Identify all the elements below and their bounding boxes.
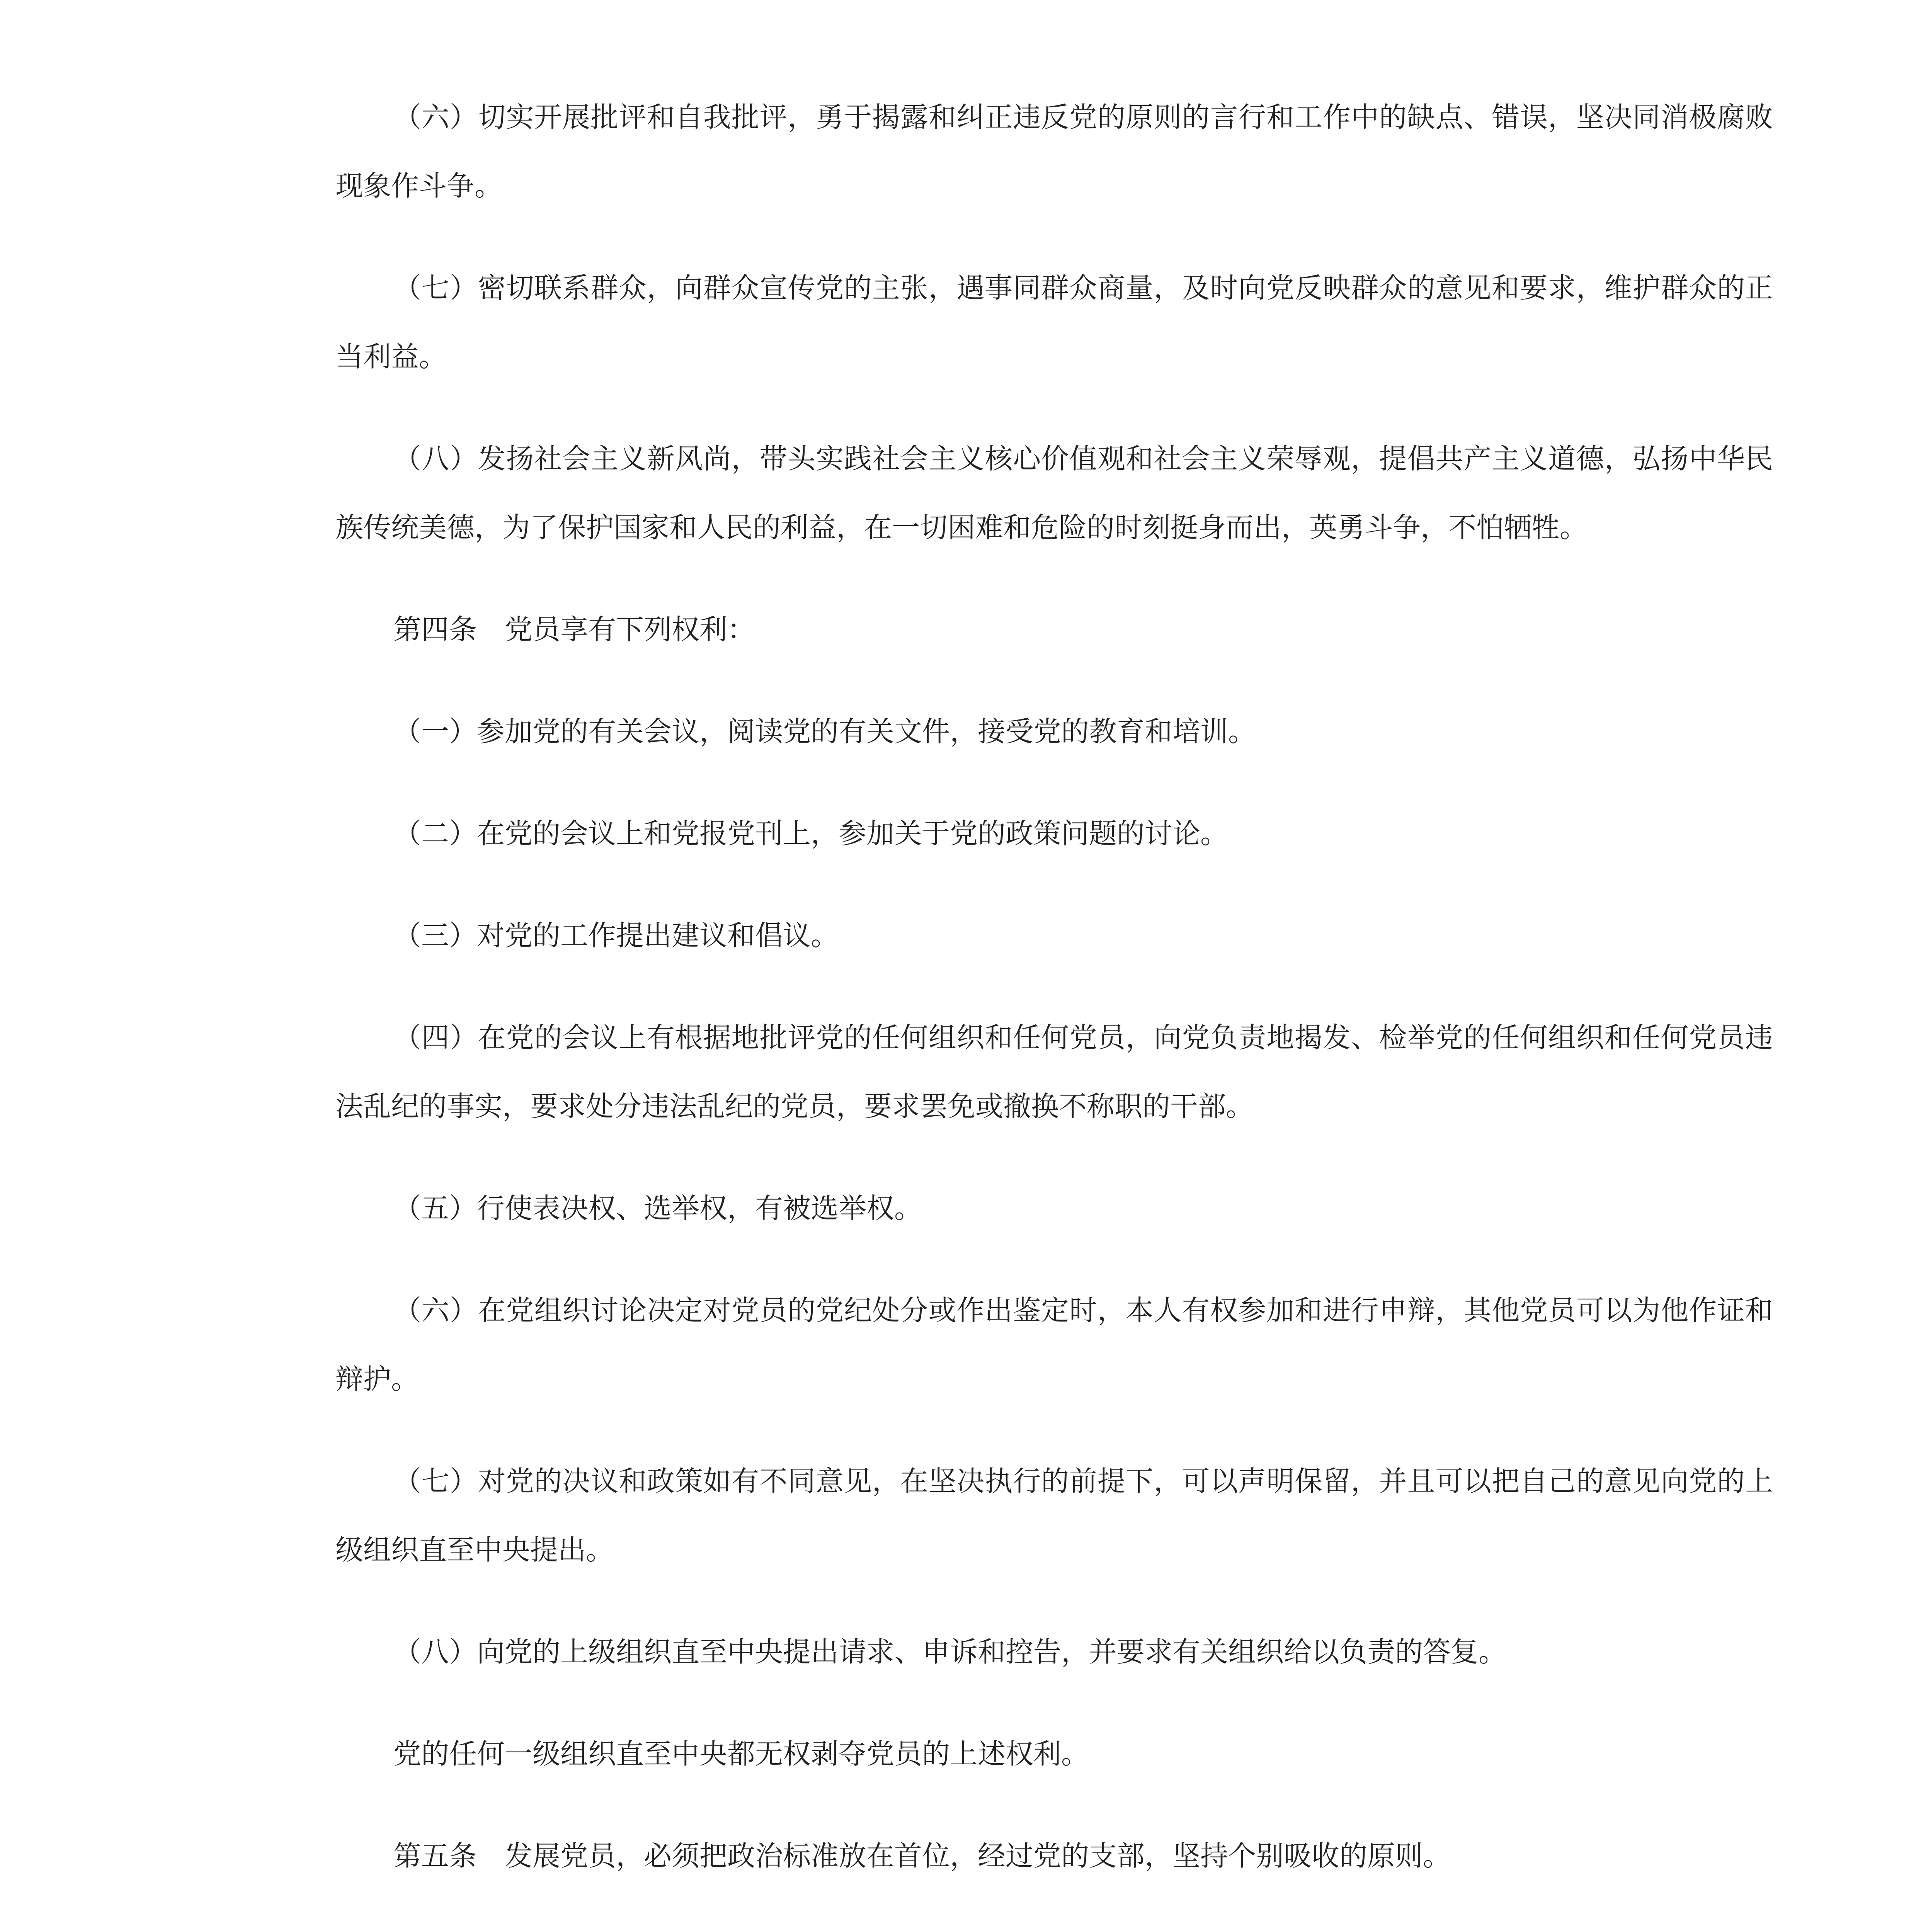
- paragraph: （八）向党的上级组织直至中央提出请求、申诉和控告，并要求有关组织给以负责的答复。: [393, 1636, 1507, 1668]
- paragraph: （六）切实开展批评和自我批评，勇于揭露和纠正违反党的原则的言行和工作中的缺点、错误，坚决同消极腐败现象作斗争。: [335, 101, 1773, 202]
- paragraph: （四）在党的会议上有根据地批评党的任何组织和任何党员，向党负责地揭发、检举党的任何组织和任何党员违法乱纪的事实，要求处分违法乱纪的党员，要求罢免或撤换不称职的干部。: [335, 1021, 1773, 1122]
- paragraph: （七）对党的决议和政策如有不同意见，在坚决执行的前提下，可以声明保留，并且可以把自己的意见向党的上级组织直至中央提出。: [335, 1465, 1773, 1566]
- article-heading: 第四条 党员享有下列权利：: [393, 613, 756, 646]
- paragraph: （六）在党组织讨论决定对党员的党纪处分或作出鉴定时，本人有权参加和进行申辩，其他党员可以为他作证和辩护。: [335, 1294, 1773, 1395]
- paragraph: （二）在党的会议上和党报党刊上，参加关于党的政策问题的讨论。: [393, 817, 1229, 850]
- article-heading: 第五条 发展党员，必须把政治标准放在首位，经过党的支部，坚持个别吸收的原则。: [393, 1840, 1451, 1872]
- paragraph: [335, 1923, 1773, 1932]
- paragraph: 党的任何一级组织直至中央都无权剥夺党员的上述权利。: [393, 1738, 1089, 1770]
- paragraph: （五）行使表决权、选举权，有被选举权。: [393, 1192, 922, 1225]
- paragraph: （一）参加党的有关会议，阅读党的有关文件，接受党的教育和培训。: [393, 715, 1256, 748]
- paragraph: （三）对党的工作提出建议和倡议。: [393, 919, 839, 952]
- document-body: [335, 83, 1773, 1932]
- paragraph: （七）密切联系群众，向群众宣传党的主张，遇事同群众商量，及时向党反映群众的意见和要求，维护群众的正当利益。: [335, 272, 1773, 373]
- paragraph: （八）发扬社会主义新风尚，带头实践社会主义核心价值观和社会主义荣辱观，提倡共产主义道德，弘扬中华民族传统美德，为了保护国家和人民的利益，在一切困难和危险的时刻挺身而出，英勇斗争，不怕牺牲。: [335, 442, 1773, 544]
